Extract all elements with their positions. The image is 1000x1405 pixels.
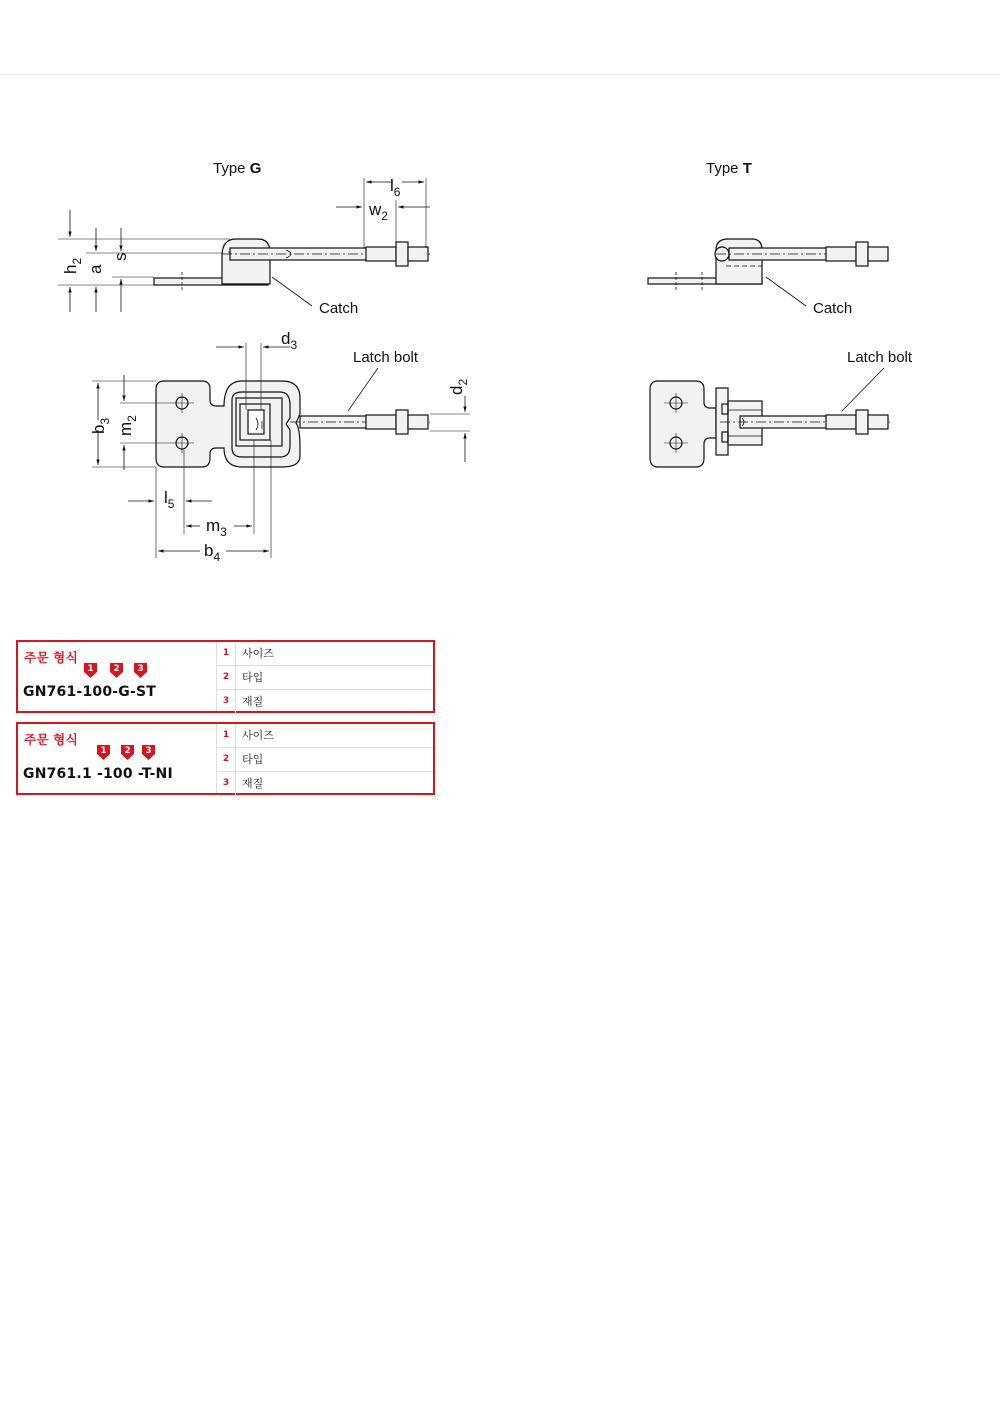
row-label: 타입: [242, 671, 264, 684]
row-label: 재질: [242, 695, 264, 708]
badge-2: 2: [121, 745, 134, 760]
order-example: [18, 642, 216, 711]
dim-w2: $w_2$: [369, 200, 388, 223]
order-code: GN761.1 -100 -T-NI: [23, 766, 173, 782]
type-t-title: Type T: [706, 160, 752, 177]
type-g-side-view: [58, 178, 430, 312]
order-legend: [216, 642, 433, 711]
type-t-side-view: [648, 239, 890, 306]
order-example-box: [16, 640, 435, 713]
row-number: 2: [217, 748, 236, 771]
order-example: [18, 724, 216, 793]
order-example-box: [16, 722, 435, 795]
dim-b4: $b_4$: [204, 541, 221, 564]
dim-b3: $b_3$: [89, 417, 112, 434]
type-g-title: Type G: [213, 160, 262, 177]
legend-row: [217, 666, 433, 690]
order-legend: [216, 724, 433, 793]
row-number: 3: [217, 772, 236, 795]
row-number: 1: [217, 724, 236, 747]
order-code: GN761-100-G-ST: [23, 684, 157, 700]
catch-label-t: Catch: [813, 300, 853, 317]
dim-s: s: [111, 252, 130, 261]
badge-3: 3: [134, 663, 147, 678]
dim-m3: $m_3$: [206, 516, 227, 539]
legend-row: [217, 748, 433, 772]
row-label: 사이즈: [242, 729, 274, 742]
legend-row: [217, 642, 433, 666]
dim-l5: $l_5$: [164, 488, 175, 511]
legend-row: [217, 772, 433, 795]
row-label: 타입: [242, 753, 264, 766]
type-t-top-view: [650, 368, 890, 467]
dim-d3: $d_3$: [281, 329, 298, 352]
catch-label-g: Catch: [319, 300, 359, 317]
technical-drawing: [0, 0, 1000, 600]
badge-1: 1: [84, 663, 97, 678]
badge-2: 2: [110, 663, 123, 678]
order-title: 주문 형식: [24, 651, 79, 665]
row-number: 1: [217, 642, 236, 665]
row-label: 재질: [242, 777, 264, 790]
dim-h2: $h_2$: [61, 257, 84, 274]
row-number: 2: [217, 666, 236, 689]
dim-l6: $l_6$: [390, 176, 401, 199]
type-g-top-view: [92, 343, 470, 558]
legend-row: [217, 724, 433, 748]
badge-3: 3: [142, 745, 155, 760]
legend-row: [217, 690, 433, 713]
row-number: 3: [217, 690, 236, 713]
dim-a: a: [86, 264, 105, 274]
latch-bolt-label-t: Latch bolt: [847, 349, 913, 366]
latch-bolt-label-g: Latch bolt: [353, 349, 419, 366]
row-label: 사이즈: [242, 647, 274, 660]
dim-m2: $m_2$: [116, 415, 139, 436]
order-title: 주문 형식: [24, 733, 79, 747]
dim-d2: $d_2$: [447, 378, 470, 395]
badge-1: 1: [97, 745, 110, 760]
